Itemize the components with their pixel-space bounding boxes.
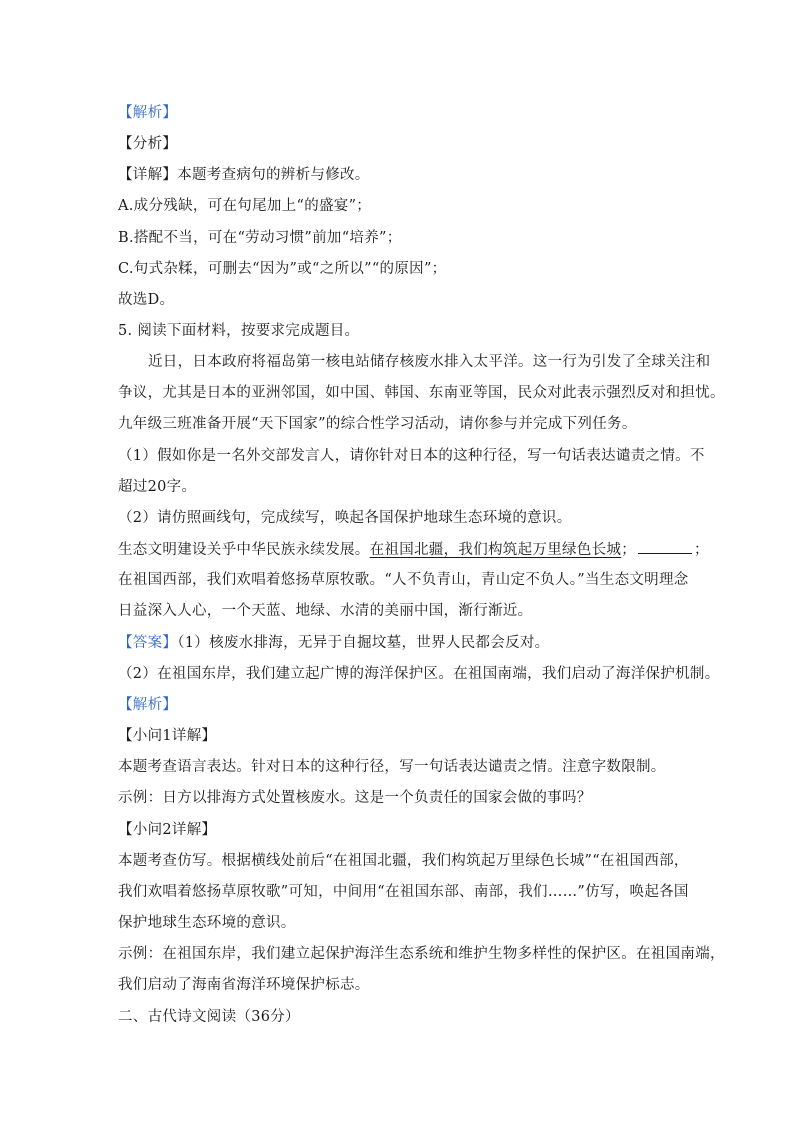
task-1-line: （1）假如你是一名外交部发言人，请你针对日本的这种行径，写一句话表达谴责之情。不: [118, 448, 705, 464]
option-b: B.搭配不当，可在“劳动习惯”前加“培养”；: [118, 230, 402, 246]
material-line: 近日，日本政府将福岛第一核电站储存核废水排入太平洋。这一行为引发了全球关注和: [148, 354, 711, 370]
answer-line: [118, 633, 549, 653]
passage-line: [118, 539, 709, 560]
fenxi-tag: 【分析】: [118, 136, 178, 152]
task-1-line: 超过20字。: [118, 479, 197, 495]
sub-1-line: 示例：日方以排海方式处置核废水。这是一个负责任的国家会做的事吗？: [118, 790, 592, 806]
answer-2: （2）在祖国东岸，我们建立起广博的海洋保护区。在祖国南端，我们启动了海洋保护机制。: [118, 666, 720, 682]
sub-2-line: 我们启动了海南省海洋环境保护标志。: [118, 977, 370, 993]
question-5-heading: 5. 阅读下面材料，按要求完成题目。: [118, 323, 360, 339]
xiangjie-tag: 【详解】: [118, 167, 178, 183]
passage-pre: 生态文明建设关乎中华民族永续发展。: [118, 542, 370, 558]
passage-semicolon: ；: [621, 542, 637, 558]
conclusion: 故选D。: [118, 292, 175, 308]
option-a: A.成分残缺，可在句尾加上“的盛宴”；: [118, 198, 372, 214]
option-c: C.句式杂糅，可删去“因为”或“之所以”“的原因”；: [118, 261, 447, 277]
xiangjie-text: 本题考查病句的辨析与修改。: [177, 167, 370, 183]
passage-end: ；: [694, 542, 709, 558]
jiexi-tag: 【解析】: [118, 697, 178, 713]
material-line: 争议，尤其是日本的亚洲邻国，如中国、韩国、东南亚等国，民众对此表示强烈反对和担忧。: [118, 385, 725, 401]
sub-1-line: 本题考查语言表达。针对日本的这种行径，写一句话表达谴责之情。注意字数限制。: [118, 759, 666, 775]
sub-2-tag: 【小问2详解】: [118, 822, 217, 838]
jiexi-tag: 【解析】: [118, 105, 178, 121]
sub-2-line: 保护地球生态环境的意识。: [118, 915, 296, 931]
sub-2-line: 本题考查仿写。根据横线处前后“在祖国北疆，我们构筑起万里绿色长城”“在祖国西部，: [118, 853, 689, 869]
material-line: 九年级三班准备开展“天下国家”的综合性学习活动，请你参与并完成下列任务。: [118, 416, 637, 432]
xiangjie-line: [118, 165, 370, 185]
sub-2-line: 示例：在祖国东岸，我们建立起保护海洋生态系统和维护生物多样性的保护区。在祖国南端，: [118, 946, 725, 962]
passage-line: 在祖国西部，我们欢唱着悠扬草原牧歌。“人不负青山，青山定不负人。”当生态文明理念: [118, 572, 689, 588]
answer-blank[interactable]: [638, 539, 692, 554]
underlined-sentence: 在祖国北疆，我们构筑起万里绿色长城: [369, 542, 622, 558]
sub-1-tag: 【小问1详解】: [118, 728, 217, 744]
sub-2-line: 我们欢唱着悠扬草原牧歌”可知，中间用“在祖国东部、南部，我们……”仿写，唤起各国: [118, 884, 689, 900]
answer-1: （1）核废水排海，无异于自掘坟墓，世界人民都会反对。: [177, 635, 550, 651]
answer-tag: 【答案】: [118, 635, 178, 651]
section-2-heading: 二、古代诗文阅读（36分）: [118, 1009, 300, 1025]
passage-line: 日益深入人心，一个天蓝、地绿、水清的美丽中国，渐行渐近。: [118, 603, 533, 619]
task-2: （2）请仿照画线句，完成续写，唤起各国保护地球生态环境的意识。: [118, 510, 572, 526]
